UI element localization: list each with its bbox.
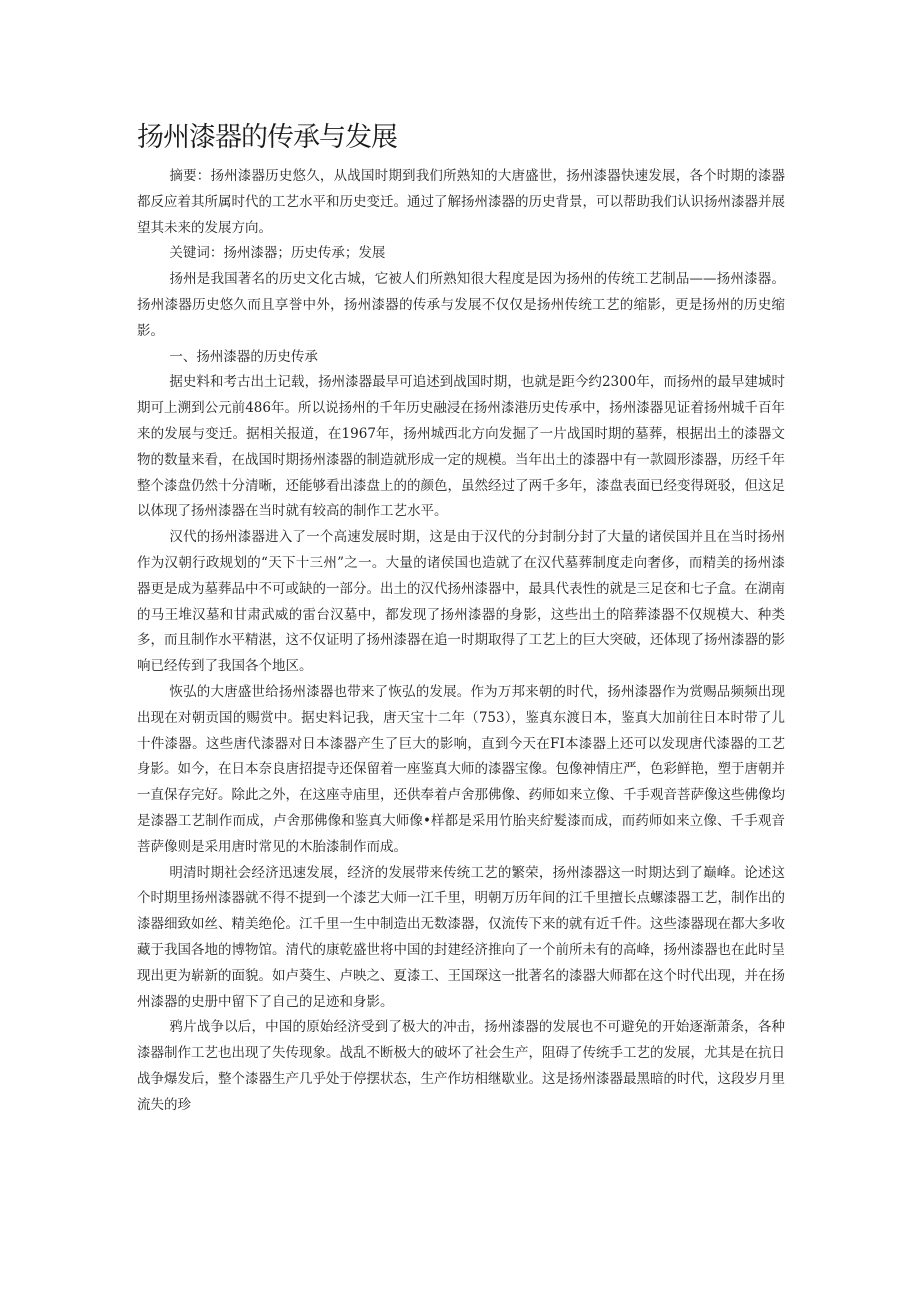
- body-paragraph-han-dynasty: 汉代的扬州漆器进入了一个高速发展时期，这是由于汉代的分封制分封了大量的诸侯国并且在当时扬州作为汉朝行政规划的“天下十三州”之一。大量的诸侯国也造就了在汉代墓葬制度走向奢侈，而精美的扬州漆器更是成为墓葬品中不可或缺的一部分。出土的汉代扬州漆器中，最具代表性的就是三足奁和七子盒。在湖南的马王堆汉墓和甘肃武威的雷台汉墓中，都发现了扬州漆器的身影，这些出土的陪葬漆器不仅规模大、种类多，而且制作水平精湛，这不仅证明了扬州漆器在追一时期取得了工艺上的巨大突破，还体现了扬州漆器的影响已经传到了我国各个地区。: [137, 529, 785, 675]
- document-title: 扬州漆器的传承与发展: [137, 122, 397, 153]
- abstract-paragraph: 摘要：扬州漆器历史悠久，从战国时期到我们所熟知的大唐盛世，扬州漆器快速发展，各个时期的漆器都反应着其所属时代的工艺水平和历史变迁。通过了解扬州漆器的历史背景，可以帮助我们认识扬州漆器并展望其未来的发展方向。: [137, 168, 785, 236]
- intro-paragraph: 扬州是我国著名的历史文化古城，它被人们所熟知很大程度是因为扬州的传统工艺制品——扬州漆器。扬州漆器历史悠久而且享誉中外，扬州漆器的传承与发展不仅仅是扬州传统工艺的缩影，更是扬州的历史缩影。: [137, 271, 785, 339]
- body-paragraph-tang-dynasty: 恢弘的大唐盛世给扬州漆器也带来了恢弘的发展。作为万邦来朝的时代，扬州漆器作为赏赐品频频出现出现在对朝贡国的赐赏中。据史料记我，唐天宝十二年（753），鉴真东渡日本，鉴真大加前往日本时带了儿十件漆器。这些唐代漆器对日本漆器产生了巨大的影响，直到今天在FI本漆器上还可以发现唐代漆器的工艺身影。如今，在日本奈良唐招提寺还保留着一座鉴真大师的漆器宝像。包像神情庄严，色彩鲜艳，塑于唐朝并一直保存完好。除此之外，在这座寺庙里，还供奉着卢舍那佛像、药师如来立像、千手观音菩萨像这些佛像均是漆器工艺制作而成，卢舍那佛像和鉴真大师像•样都是采用竹胎夹紵髮漆而成，而药师如来立像、千手观音菩萨像则是采用唐时常见的木胎漆制作而成。: [137, 683, 785, 855]
- body-paragraph-opium-war: 鸦片战争以后，中国的原始经济受到了极大的冲击，扬州漆器的发展也不可避免的开始逐渐萧条，各种漆器制作工艺也出现了失传现象。战乱不断极大的破坏了社会生产，阻碍了传统手工艺的发展，尤其是在抗日战争爆发后，整个漆器生产几乎处于停摆状态，生产作坊相继歇业。这是扬州漆器最黑暗的时代，这段岁月里流失的珍: [137, 1019, 785, 1113]
- keywords-paragraph: 关键词：扬州漆器；历史传承；发展: [169, 245, 386, 262]
- document-body: [137, 164, 785, 1118]
- section-heading: 一、扬州漆器的历史传承: [169, 348, 318, 365]
- body-paragraph-warring-states: 据史料和考古出土记载，扬州漆器最早可追述到战国时期，也就是距今约2300年，而扬州的最早建城时期可上溯到公元前486年。所以说扬州的千年历史融浸在扬州漆港历史传承中，扬州漆器见证着扬州城千百年来的发展与变迁。据相关报道，在1967年，扬州城西北方向发掘了一片战国时期的墓葬，根据出土的漆器文物的数量来看，在战国时期扬州漆器的制造就形成一定的规模。当年出土的漆器中有一款圆形漆器，历经千年整个漆盘仍然十分清晰，还能够看出漆盘上的的颜色，虽然经过了两千多年，漆盘表面已经变得斑驳，但这足以体现了扬州漆器在当时就有较高的制作工艺水平。: [137, 374, 785, 520]
- body-paragraph-ming-qing: 明清时期社会经济迅速发展，经济的发展带来传统工艺的繁荣，扬州漆器这一时期达到了巅峰。论述这个时期里扬州漆器就不得不提到一个漆艺大师一江千里，明朝万历年间的江千里擅长点螺漆器工艺，制作出的漆器细致如丝、精美绝伦。江千里一生中制造出无数漆器，仅流传下来的就有近千件。这些漆器现在都大多收藏于我国各地的博物馆。清代的康乾盛世将中国的封建经济推向了一个前所未有的高峰，扬州漆器也在此时呈现出更为崭新的面貌。如卢葵生、卢映之、夏漆工、王国琛这一批著名的漆器大师都在这个时代出现，并在扬州漆器的史册中留下了自己的足迹和身影。: [137, 864, 785, 1010]
